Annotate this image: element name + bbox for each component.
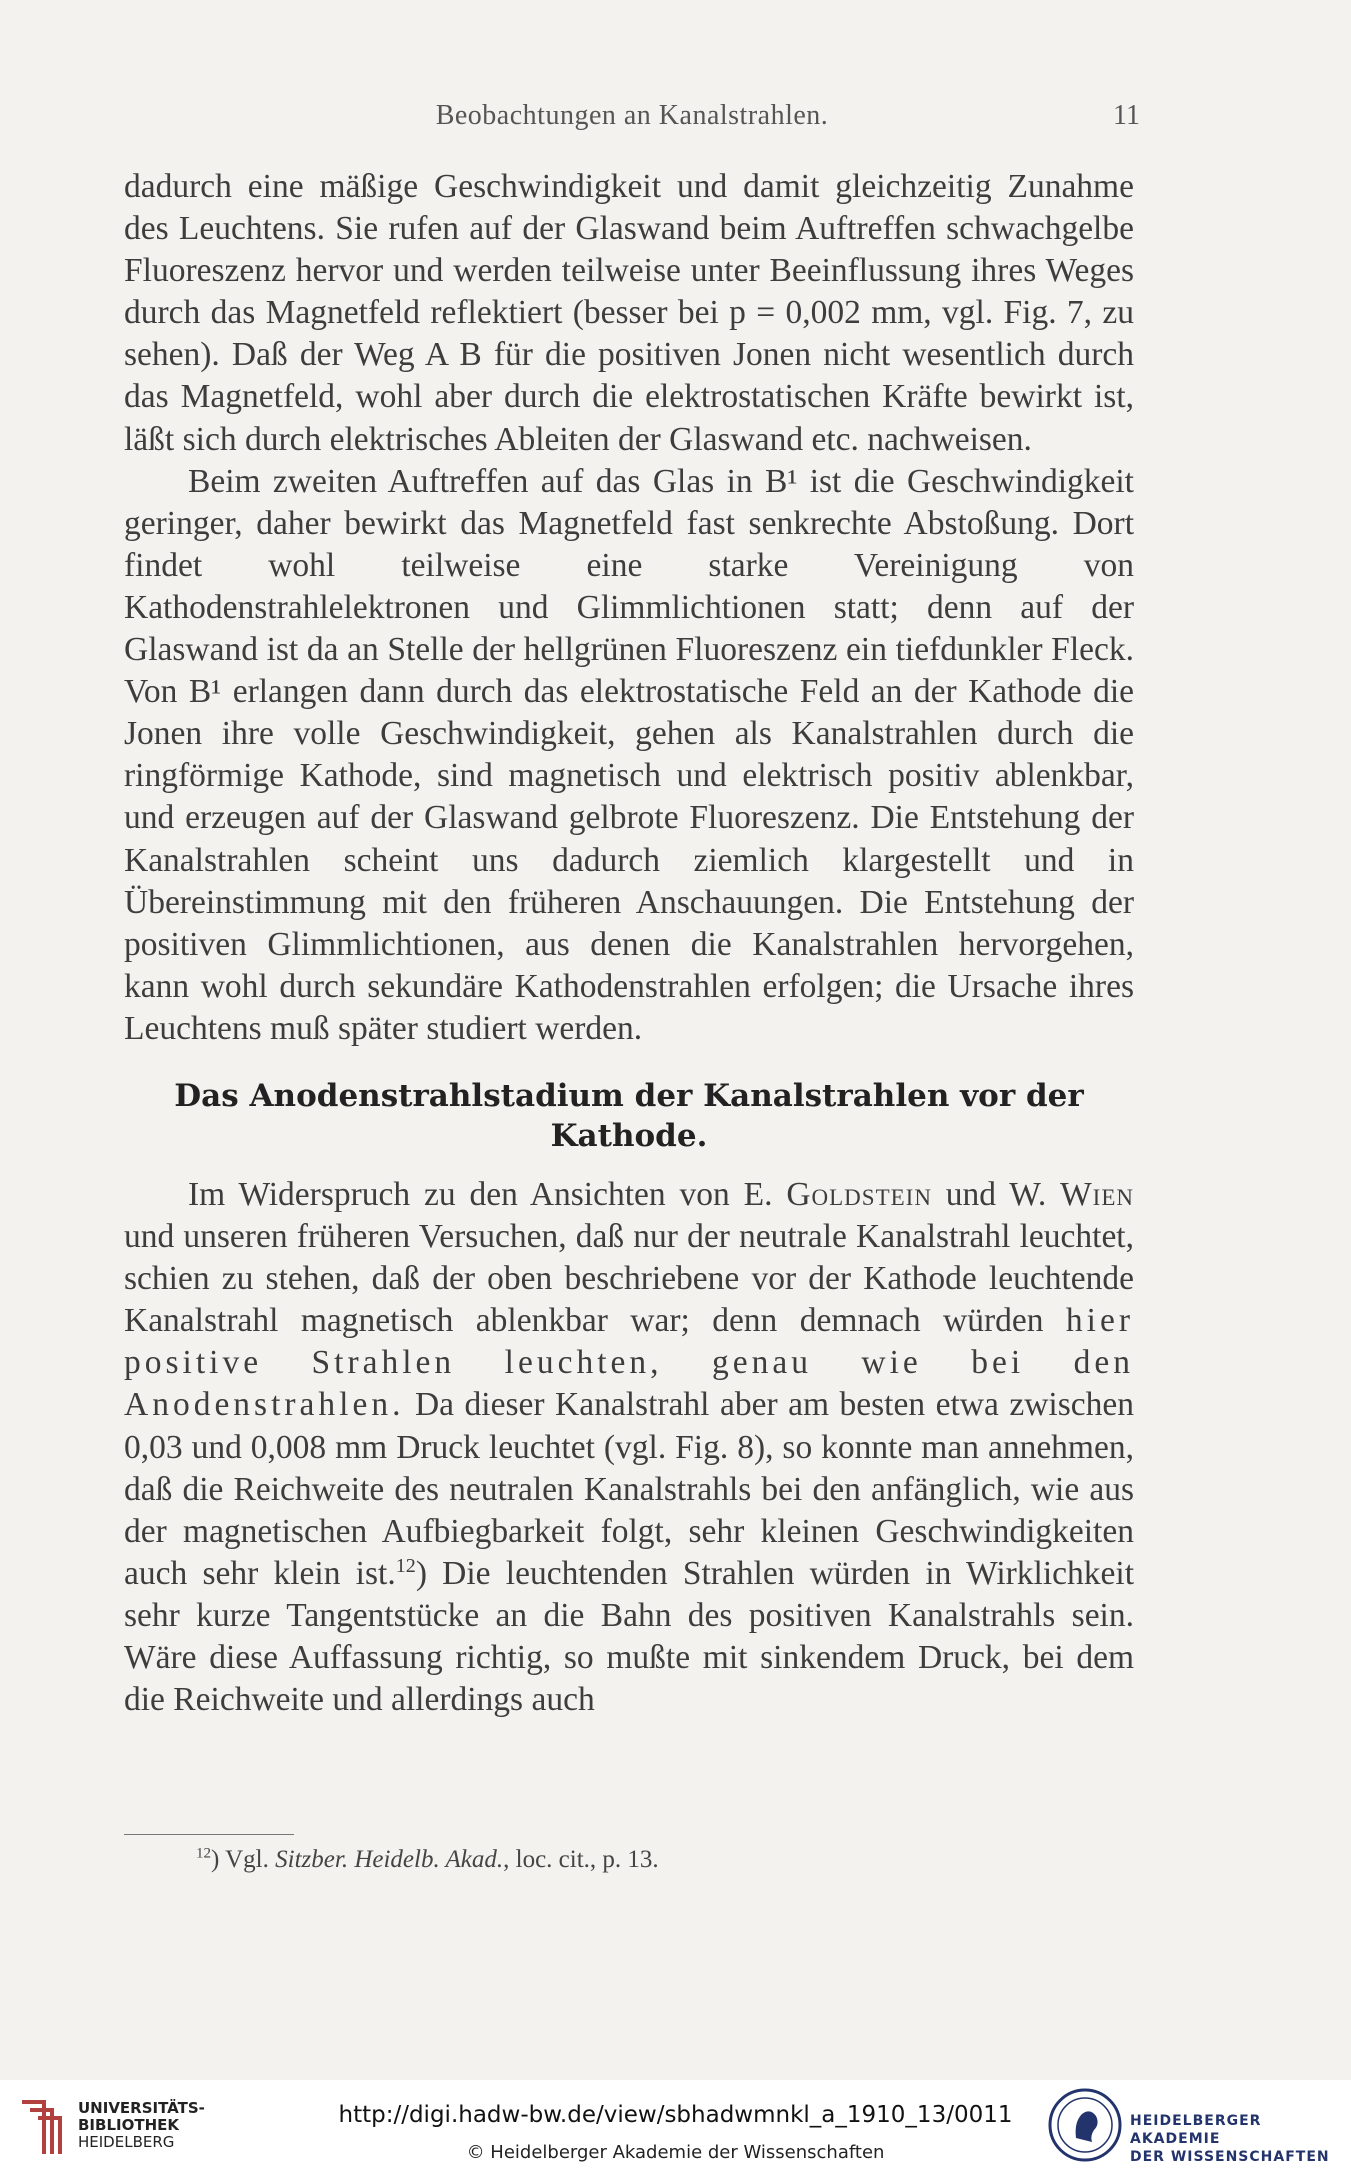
- footnote-prefix: Vgl.: [219, 1846, 276, 1873]
- paragraph-3-text: Da dieser Kanalstrahl aber am besten etwa zwischen 0,03 und 0,008 mm Druck leuchtet (vgl. Fig. 8), so konnte man annehmen, daß die Reichweite des neutralen Kanalstrahls bei den anfänglich, wie aus der magnetischen Aufbiegbarkeit folgt, sehr kleinen Geschwindigkeiten auch sehr klein ist.: [124, 1386, 1134, 1592]
- library-line-2: BIBLIOTHEK: [78, 2116, 179, 2134]
- footnote-paren: ): [211, 1846, 220, 1873]
- library-line-3: HEIDELBERG: [78, 2133, 175, 2151]
- academy-line-1: HEIDELBERGER AKADEMIE: [1130, 2113, 1262, 2147]
- paragraph-3-text: und unseren früheren Versuchen, daß nur der neutrale Kanalstrahl leuchtet, schien zu stehen, daß der oben beschriebene vor der Kathode leuchtende Kanalstrahl magnetisch ablenkbar war; denn demnach würden: [124, 1218, 1134, 1340]
- emphasized-text: hier positive Strahlen leuchten, genau wie bei den Anodenstrahlen.: [124, 1302, 1134, 1424]
- paragraph-1: dadurch eine mäßige Geschwindigkeit und damit gleichzeitig Zunahme des Leuchtens. Sie rufen auf der Glaswand beim Auftreffen schwachgelbe Fluoreszenz hervor und werden teilweise unter Beeinflussung ihres Weges durch das Magnetfeld reflektiert (besser bei p = 0,002 mm, vgl. Fig. 7, zu sehen). Daß der Weg A B für die positiven Jonen nicht wesentlich durch das Magnetfeld, wohl aber durch die elektrostatischen Kräfte bewirkt ist, läßt sich durch elektrisches Ableiten der Glaswand etc. nachweisen.: [124, 168, 1134, 458]
- paragraph-3-text: und W.: [931, 1175, 1061, 1213]
- copyright-notice: © Heidelberger Akademie der Wissenschaften: [466, 2142, 885, 2163]
- academy-name: [1130, 2112, 1351, 2166]
- footnote-rule: [124, 1834, 294, 1835]
- footnote-mark: 12: [196, 1845, 211, 1862]
- author-wien: Wien: [1060, 1175, 1134, 1213]
- footnote-reference: 12: [395, 1554, 416, 1577]
- footnote-suffix: , loc. cit., p. 13.: [503, 1846, 659, 1873]
- paragraph-2: Beim zweiten Auftreffen auf das Glas in B¹ ist die Geschwindigkeit geringer, daher bewirkt das Magnetfeld fast senkrechte Abstoßung. Dort findet wohl teilweise eine starke Vereinigung von Kathodenstrahlelektronen und Glimmlichtionen statt; denn auf der Glaswand ist da an Stelle der hellgrünen Fluoreszenz ein tiefdunkler Fleck. Von B¹ erlangen dann durch das elektrostatische Feld an der Kathode die Jonen ihre volle Geschwindigkeit, gehen als Kanalstrahlen durch die ringförmige Kathode, sind magnetisch und elektrisch positiv ablenkbar, und erzeugen auf der Glaswand gelbrote Fluoreszenz. Die Entstehung der Kanalstrahlen scheint uns dadurch ziemlich klargestellt und in Übereinstimmung mit den früheren Anschauungen. Die Entstehung der positiven Glimmlichtionen, aus denen die Kanalstrahlen hervorgehen, kann wohl durch sekundäre Kathodenstrahlen erfolgen; die Ursache ihres Leuchtens muß später studiert werden.: [124, 462, 1134, 1047]
- paragraph-3-text: ) Die leuchtenden Strahlen würden in Wirklichkeit sehr kurze Tangentstücke an die Bahn des positiven Kanalstrahls sein. Wäre diese Auffassung richtig, so mußte mit sinkendem Druck, bei dem die Reichweite und allerdings auch: [124, 1554, 1134, 1719]
- footnote-source: Sitzber. Heidelb. Akad.: [275, 1846, 504, 1873]
- paragraph-3-text: Im Widerspruch zu den Ansichten von E.: [188, 1175, 787, 1213]
- document-url-link[interactable]: http://digi.hadw-bw.de/view/sbhadwmnkl_a_1910_13/0011: [338, 2102, 1013, 2128]
- academy-line-2: DER WISSENSCHAFTEN: [1130, 2149, 1330, 2165]
- page-number: 11: [1113, 100, 1140, 131]
- footnote: [196, 1846, 659, 1874]
- author-goldstein: Goldstein: [786, 1175, 932, 1213]
- paragraph-3: [124, 1174, 1134, 1721]
- academy-seal-icon: [1046, 2086, 1124, 2164]
- running-title: Beobachtungen an Kanalstrahlen.: [435, 100, 829, 131]
- section-heading: Das Anodenstrahlstadium der Kanalstrahlen vor der Kathode.: [174, 1077, 1084, 1154]
- body-text: [124, 166, 1134, 1721]
- library-line-1: UNIVERSITÄTS-: [78, 2099, 205, 2117]
